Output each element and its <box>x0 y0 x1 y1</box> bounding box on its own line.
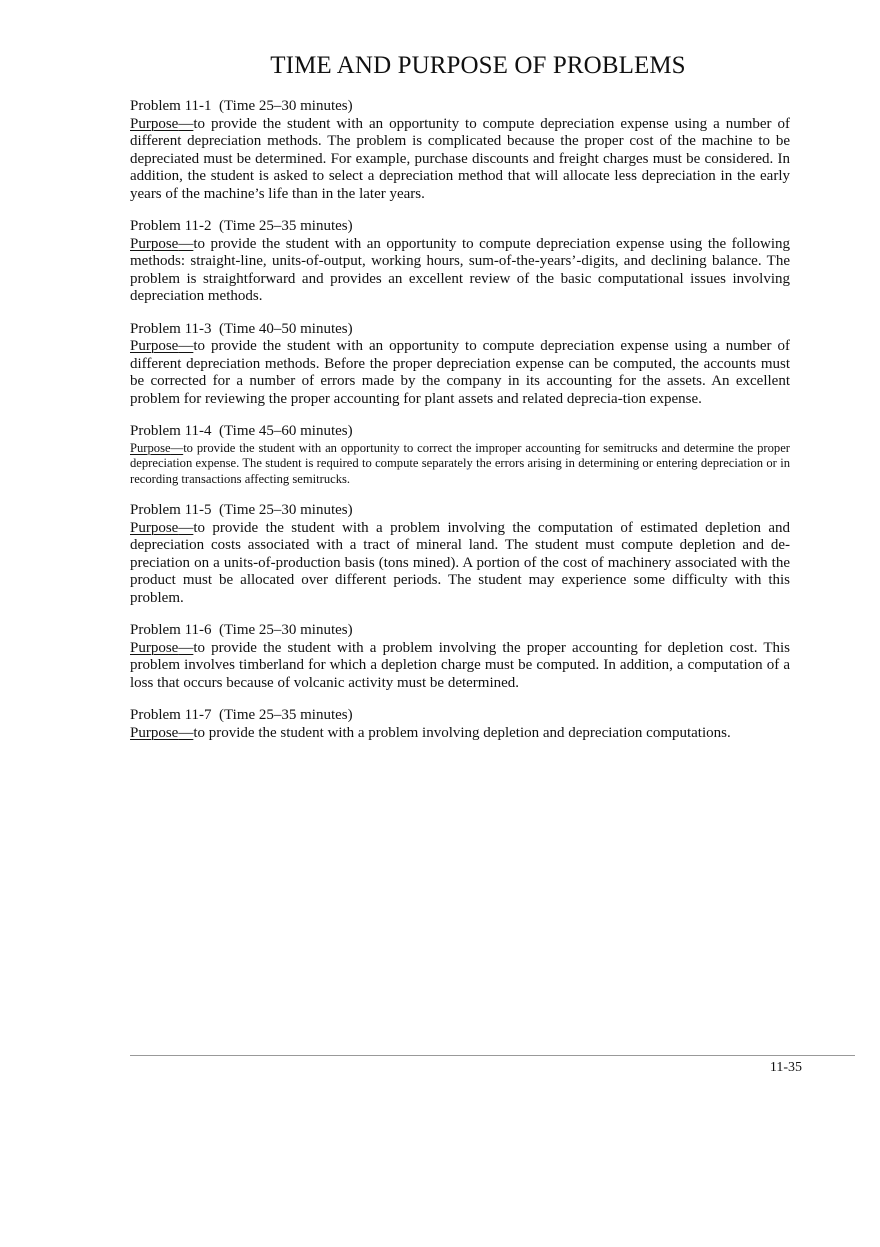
problem-11-3 <box>130 321 790 409</box>
problem-heading: Problem 11-4 (Time 45–60 minutes) <box>130 423 353 439</box>
problem-purpose <box>130 520 790 608</box>
purpose-text: to provide the student with an opportunity to compute depreciation expense using the following methods: straight-line, units-of-output, working hours, sum-of-the-years’-digits, and declining balance. The problem is straightforward and provides an excellent review of the basic computational issues involving depreciation methods. <box>130 235 790 304</box>
purpose-dash: — <box>170 440 184 455</box>
purpose-dash: — <box>178 519 194 536</box>
purpose-dash: — <box>178 724 194 741</box>
purpose-text: to provide the student with an opportunity to correct the improper accounting for semitrucks and determine the proper depreciation expense. The student is required to compute separately the errors arising in determining or entering depreciation or in recording transactions affecting semitrucks. <box>130 440 790 486</box>
purpose-text: to provide the student with a problem involving the computation of estimated depletion and depreciation costs associated with a tract of mineral land. The student must compute depletion and de-preciation on a units-of-production basis (tons mined). A portion of the cost of machinery associated with the product must be allocated over different periods. The student may experience some difficulty with this problem. <box>130 519 790 606</box>
problem-11-6 <box>130 622 790 692</box>
purpose-dash: — <box>178 338 194 354</box>
purpose-label: Purpose <box>130 440 171 455</box>
purpose-label: Purpose <box>130 639 179 656</box>
problem-heading: Problem 11-5 (Time 25–30 minutes) <box>130 502 353 519</box>
problem-11-1 <box>130 98 790 203</box>
page-number: 11-35 <box>769 1060 802 1075</box>
problem-heading: Problem 11-3 (Time 40–50 minutes) <box>130 320 353 337</box>
problem-heading: Problem 11-1 (Time 25–30 minutes) <box>130 98 353 114</box>
problem-purpose <box>130 725 790 743</box>
purpose-text: to provide the student with an opportunity to compute depreciation expense using a number of different depreciation methods. Before the proper depreciation expense can be computed, the accounts must be corrected for a number of errors made by the company in its accounting for the assets. An excellent problem for reviewing the proper accounting for plant assets and related deprecia-tion expense. <box>130 338 790 407</box>
purpose-dash: — <box>178 235 194 252</box>
purpose-text: to provide the student with a problem involving depletion and depreciation computations. <box>193 724 731 741</box>
purpose-label: Purpose <box>130 338 179 354</box>
purpose-text: to provide the student with an opportunity to compute depreciation expense using a number of different depreciation methods. The problem is complicated because the proper cost of the machine to be depreciated must be determined. For example, purchase discounts and freight charges must be considered. In addition, the student is asked to select a depreciation method that will allocate less depreciation in the early years of the machine’s life than in the later years. <box>130 115 790 202</box>
problem-11-7 <box>130 707 790 742</box>
problem-purpose <box>130 116 790 204</box>
problem-11-4 <box>130 423 790 487</box>
page-title: TIME AND PURPOSE OF PROBLEMS <box>270 52 686 79</box>
purpose-text: to provide the student with a problem involving the proper accounting for depletion cost. This problem involves timberland for which a depletion charge must be computed. In addition, a computation of a loss that occurs because of volcanic activity must be determined. <box>130 639 790 691</box>
problem-heading: Problem 11-2 (Time 25–35 minutes) <box>130 218 353 234</box>
problem-purpose <box>130 236 790 306</box>
footer-rule <box>130 1055 855 1056</box>
purpose-label: Purpose <box>130 115 179 132</box>
problem-11-5 <box>130 502 790 607</box>
purpose-label: Purpose <box>130 519 179 536</box>
problem-purpose <box>130 441 790 488</box>
problem-heading: Problem 11-6 (Time 25–30 minutes) <box>130 622 353 639</box>
purpose-label: Purpose <box>130 235 179 252</box>
problem-purpose <box>130 640 790 693</box>
purpose-dash: — <box>178 639 194 656</box>
problem-heading: Problem 11-7 (Time 25–35 minutes) <box>130 707 353 724</box>
problem-11-2 <box>130 218 790 306</box>
problem-list <box>130 98 790 757</box>
purpose-dash: — <box>178 115 194 132</box>
problem-purpose <box>130 338 790 408</box>
purpose-label: Purpose <box>130 724 179 741</box>
